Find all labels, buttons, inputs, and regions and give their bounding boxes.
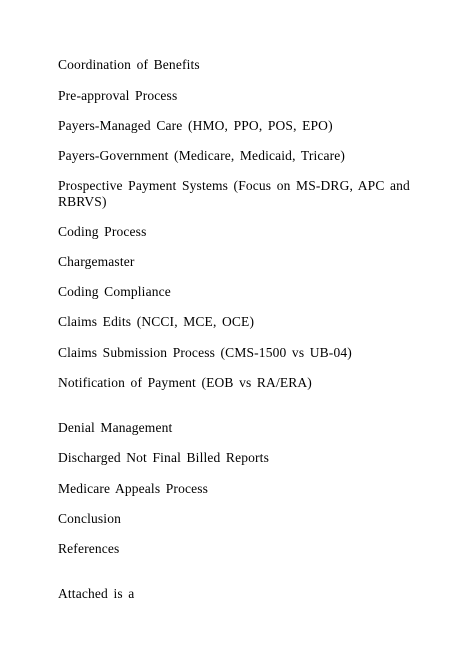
item-pre-approval-process: Pre-approval Process [58, 88, 178, 103]
item-medicare-appeals-process: Medicare Appeals Process [58, 481, 209, 496]
item-payers-government: Payers-Government (Medicare, Medicaid, Tricare) [58, 148, 346, 163]
item-attached-is-a: Attached is a [58, 586, 135, 601]
item-coordination-of-benefits: Coordination of Benefits [58, 57, 200, 72]
item-claims-edits: Claims Edits (NCCI, MCE, OCE) [58, 314, 255, 329]
item-coding-compliance: Coding Compliance [58, 284, 171, 299]
item-conclusion: Conclusion [58, 511, 122, 526]
item-payers-managed-care: Payers-Managed Care (HMO, PPO, POS, EPO) [58, 118, 333, 133]
item-discharged-not-final-billed: Discharged Not Final Billed Reports [58, 450, 269, 465]
item-chargemaster: Chargemaster [58, 254, 135, 269]
item-denial-management: Denial Management [58, 420, 173, 435]
item-claims-submission-process: Claims Submission Process (CMS-1500 vs UB-04) [58, 345, 352, 360]
item-notification-of-payment: Notification of Payment (EOB vs RA/ERA) [58, 375, 312, 390]
item-coding-process: Coding Process [58, 224, 147, 239]
item-references: References [58, 541, 120, 556]
item-prospective-payment-systems: Prospective Payment Systems (Focus on MS-DRG, APC and RBRVS) [58, 178, 410, 209]
